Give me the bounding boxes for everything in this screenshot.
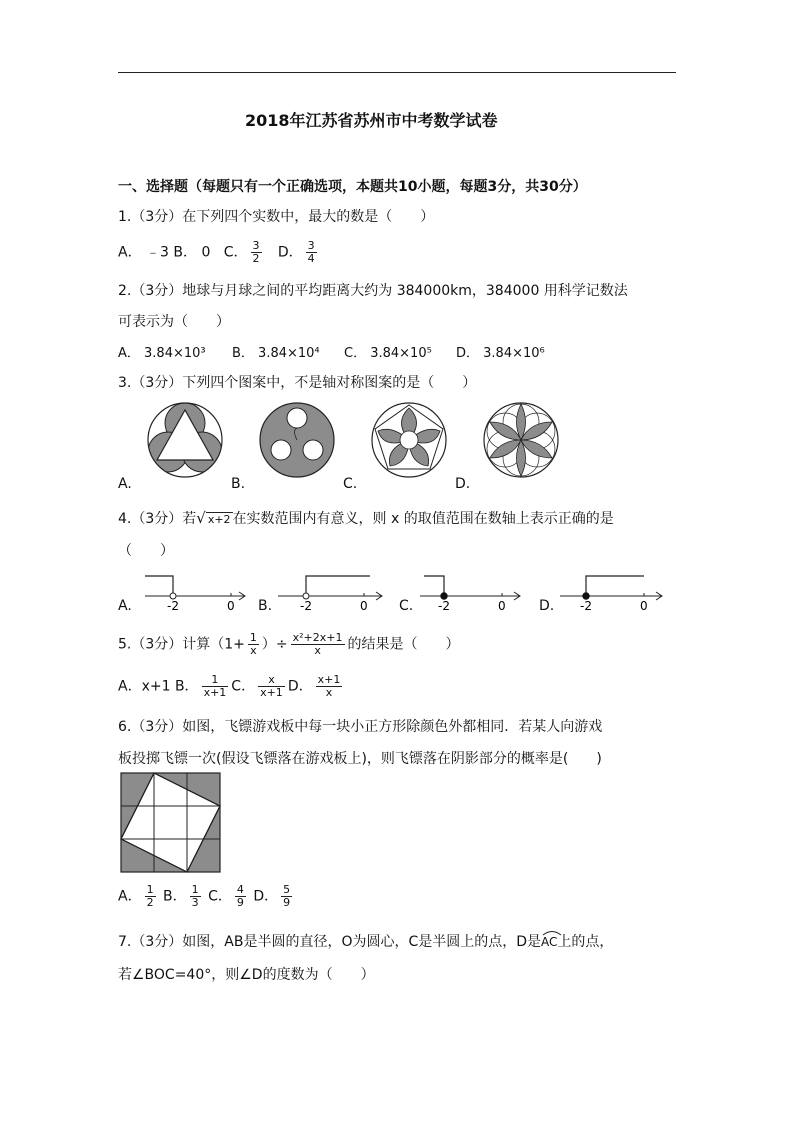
q3-figure-d [476, 400, 566, 480]
q5-option-c-fraction: $\frac{x}{x+1}$ [260, 673, 283, 699]
q5-option-a: A．x+1 [118, 678, 171, 695]
q6-option-a-fraction: $\frac{1}{2}$ [146, 883, 154, 909]
q1-option-b: 0 [201, 244, 211, 261]
q5-option-b-fraction: $\frac{1}{x+1}$ [203, 673, 227, 699]
question-4-line2: （ ） [118, 543, 174, 559]
q1-option-b-label: B． [173, 244, 198, 261]
q5-suffix: 的结果是（ ） [347, 636, 460, 653]
q4b-tick-right: 0 [360, 599, 368, 612]
q1-option-c-label: C． [223, 244, 248, 261]
q4b-tick-left: -2 [300, 599, 312, 612]
q4c-tick-right: 0 [498, 599, 506, 612]
q4c-tick-left: -2 [438, 599, 450, 612]
q3-label-b: B. [231, 476, 246, 492]
q5-fraction-1: $\frac{1}{x}$ [249, 631, 257, 657]
q6-options [118, 884, 295, 909]
question-2-line1: 2.（3分）地球与月球之间的平均距离大约为 384000km，384000 用科学记数法 [118, 283, 628, 299]
q5-divide: ）÷ [261, 636, 288, 653]
arc-symbol-icon [541, 930, 563, 936]
q2-option-d: D． 3.84×10⁶ [456, 346, 545, 361]
page-title: 2018年江苏省苏州市中考数学试卷 [245, 111, 498, 130]
q3-label-c: C. [343, 476, 358, 492]
q4d-tick-right: 0 [640, 599, 648, 612]
section-heading: 一、选择题（每题只有一个正确选项，本题共10小题，每题3分，共30分） [118, 179, 587, 195]
q4-label-b: B. [258, 598, 273, 614]
q2-option-a: A． 3.84×10³ [118, 346, 206, 361]
q1-option-d-label: D． [277, 244, 303, 261]
q6-option-b-label: B． [163, 888, 187, 905]
header-rule [118, 72, 676, 73]
q5-fraction-2: $\frac{\text{x²+2x+1}}{x}$ [292, 631, 343, 657]
q5-options [118, 674, 345, 699]
question-5 [118, 632, 460, 657]
question-6-line1: 6.（3分）如图，飞镖游戏板中每一块小正方形除颜色外都相同．若某人向游戏 [118, 719, 603, 735]
q6-option-b-fraction: $\frac{1}{3}$ [191, 883, 199, 909]
q3-figure-a [140, 400, 230, 480]
q6-option-d-label: D． [253, 888, 279, 905]
q1-option-c-fraction: $\frac{3}{2}$ [252, 239, 260, 265]
q4a-tick-left: -2 [167, 599, 179, 612]
q3-figure-b [252, 400, 342, 480]
q4-label-d: D. [539, 598, 555, 614]
q1-option-d-fraction: $\frac{3}{4}$ [307, 239, 315, 265]
q6-option-a-label: A． [118, 888, 142, 905]
q2-option-c: C． 3.84×10⁵ [344, 346, 432, 361]
question-3: 3.（3分）下列四个图案中，不是轴对称图案的是（ ） [118, 375, 477, 391]
q4-prefix: 4.（3分）若 [118, 511, 197, 527]
q4-radicand: x+2 [207, 513, 231, 526]
q4-numberline-b [278, 570, 386, 612]
q6-option-c-fraction: $\frac{4}{9}$ [236, 883, 244, 909]
q7-arc-ac: AC [541, 933, 557, 949]
q3-label-a: A. [118, 476, 132, 492]
q4-label-a: A. [118, 598, 132, 614]
q5-option-b-label: B． [174, 678, 199, 695]
q4-label-c: C. [399, 598, 414, 614]
q1-options [118, 240, 320, 265]
q6-option-c-label: C． [208, 888, 232, 905]
q3-figure-c [364, 400, 454, 480]
q1-option-a-label: A． [118, 244, 142, 261]
question-4-line1: 4.（3分）若√ x+2 在实数范围内有意义，则 x 的取值范围在数轴上表示正确的是 [118, 509, 614, 527]
q5-prefix: 5.（3分）计算（1+ [118, 636, 245, 653]
q2-option-b: B． 3.84×10⁴ [232, 346, 320, 361]
question-7-line2: 若∠BOC=40°，则∠D的度数为（ ） [118, 967, 375, 983]
q6-dartboard-figure [120, 772, 222, 874]
q4-numberline-c [420, 570, 525, 612]
q4a-tick-right: 0 [227, 599, 235, 612]
question-1: 1.（3分）在下列四个实数中，最大的数是（ ） [118, 209, 435, 225]
q4d-tick-left: -2 [580, 599, 592, 612]
q5-option-d-label: D． [287, 678, 313, 695]
q4-numberline-d [560, 570, 668, 612]
q6-option-d-fraction: $\frac{5}{9}$ [283, 883, 291, 909]
q1-option-a: ﹣3 [146, 244, 169, 261]
q4-suffix: 在实数范围内有意义，则 x 的取值范围在数轴上表示正确的是 [232, 511, 614, 527]
q5-option-c-label: C． [231, 678, 256, 695]
q3-label-d: D. [455, 476, 471, 492]
question-2-line2: 可表示为（ ） [118, 314, 230, 330]
q5-option-d-fraction: $\frac{x+1}{x}$ [317, 673, 341, 699]
question-7-line1 [118, 931, 613, 951]
q7-prefix: 7.（3分）如图，AB是半圆的直径，O为圆心，C是半圆上的点，D是 [118, 934, 542, 950]
q4-numberline-a [145, 570, 250, 612]
q7-suffix: 上的点， [557, 934, 614, 950]
question-6-line2: 板投掷飞镖一次(假设飞镖落在游戏板上)，则飞镖落在阴影部分的概率是( ) [118, 751, 602, 767]
